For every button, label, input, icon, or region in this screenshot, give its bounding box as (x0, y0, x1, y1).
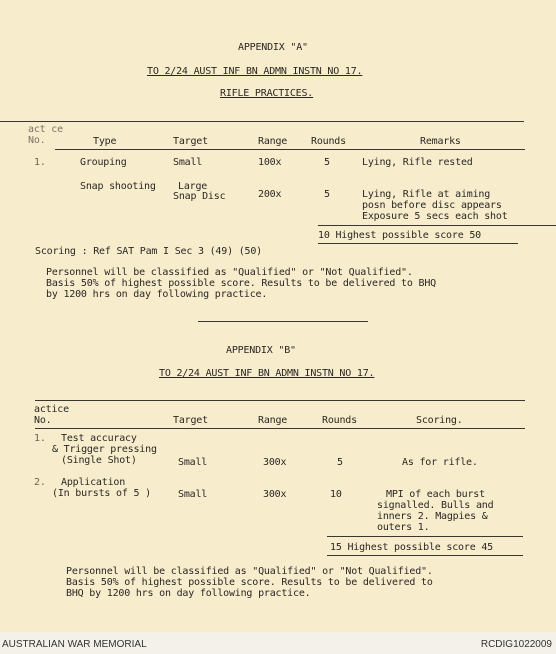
cell-target-line2: Snap Disc (173, 191, 226, 202)
cell-practice: Test accuracy (61, 433, 137, 444)
cell-practice: (In bursts of 5 ) (52, 488, 151, 499)
cell-scoring: outers 1. (377, 522, 430, 533)
cell-range: 300x (263, 489, 287, 500)
footer-source: AUSTRALIAN WAR MEMORIAL (2, 639, 147, 650)
divider (35, 428, 525, 429)
col-type: Type (93, 136, 117, 147)
appendix-b-total: 15 Highest possible score 45 (330, 542, 493, 553)
cell-target: Large (178, 181, 208, 192)
cell-remarks: Lying, Rifle rested (362, 157, 473, 168)
cell-range: 300x (263, 457, 287, 468)
margin-no: No. (28, 135, 46, 146)
cell-remarks: posn before disc appears (362, 200, 502, 211)
row-number: 2. (34, 477, 46, 488)
cell-remarks: Lying, Rifle at aiming (362, 189, 491, 200)
total-line (327, 536, 523, 537)
cell-practice: (Single Shot) (61, 455, 137, 466)
col-target: Target (173, 136, 208, 147)
cell-type: Grouping (80, 157, 127, 168)
scoring-reference: Scoring : Ref SAT Pam I Sec 3 (49) (50) (35, 246, 262, 257)
col-no: No. (34, 415, 52, 426)
total-line (318, 243, 518, 244)
margin-label: act ce (28, 124, 63, 135)
row-number: 1. (34, 433, 46, 444)
col-range: Range (258, 136, 288, 147)
cell-practice: & Trigger pressing (52, 444, 157, 455)
col-rounds: Rounds (311, 136, 346, 147)
cell-range: 200x (258, 189, 282, 200)
note-line: by 1200 hrs on day following practice. (46, 289, 268, 300)
cell-range: 100x (258, 157, 282, 168)
appendix-b-heading: APPENDIX "B" (226, 345, 296, 356)
cell-target: Small (173, 157, 203, 168)
row-number: 1. (34, 157, 46, 168)
appendix-a-heading: APPENDIX "A" (238, 42, 308, 53)
note-line: Basis 50% of highest possible score. Results to be delivered to (66, 577, 433, 588)
cell-type: Snap shooting (80, 181, 156, 192)
section-separator (198, 321, 368, 322)
total-line (327, 555, 523, 556)
cell-scoring: inners 2. Magpies & (377, 511, 488, 522)
note-line: BHQ by 1200 hrs on day following practice. (66, 588, 311, 599)
divider (55, 149, 525, 150)
col-remarks: Remarks (420, 136, 461, 147)
divider (35, 400, 525, 401)
col-target: Target (173, 415, 208, 426)
col-practice: actice (34, 404, 69, 415)
appendix-b-subheading: TO 2/24 AUST INF BN ADMN INSTN NO 17. (159, 368, 375, 379)
cell-rounds: 5 (324, 157, 330, 168)
cell-rounds: 10 (330, 489, 342, 500)
cell-scoring: signalled. Bulls and (377, 500, 494, 511)
col-scoring: Scoring. (416, 415, 463, 426)
col-rounds: Rounds (322, 415, 357, 426)
divider (0, 121, 524, 122)
appendix-a-title: RIFLE PRACTICES. (220, 88, 314, 99)
note-line: Personnel will be classified as "Qualified" or "Not Qualified". (46, 267, 413, 278)
cell-target: Small (178, 489, 208, 500)
cell-rounds: 5 (324, 189, 330, 200)
cell-rounds: 5 (337, 457, 343, 468)
footer-id: RCDIG1022009 (480, 639, 552, 650)
appendix-a-subheading: TO 2/24 AUST INF BN ADMN INSTN NO 17. (147, 66, 363, 77)
cell-practice: Application (61, 477, 126, 488)
appendix-a-total: 10 Highest possible score 50 (318, 230, 481, 241)
note-line: Basis 50% of highest possible score. Results to be delivered to BHQ (46, 278, 436, 289)
cell-scoring: As for rifle. (402, 457, 478, 468)
cell-remarks: Exposure 5 secs each shot (362, 211, 508, 222)
cell-scoring: MPI of each burst (386, 489, 485, 500)
cell-target: Small (178, 457, 208, 468)
total-line (318, 225, 556, 226)
col-range: Range (258, 415, 288, 426)
note-line: Personnel will be classified as "Qualified" or "Not Qualified". (66, 566, 433, 577)
